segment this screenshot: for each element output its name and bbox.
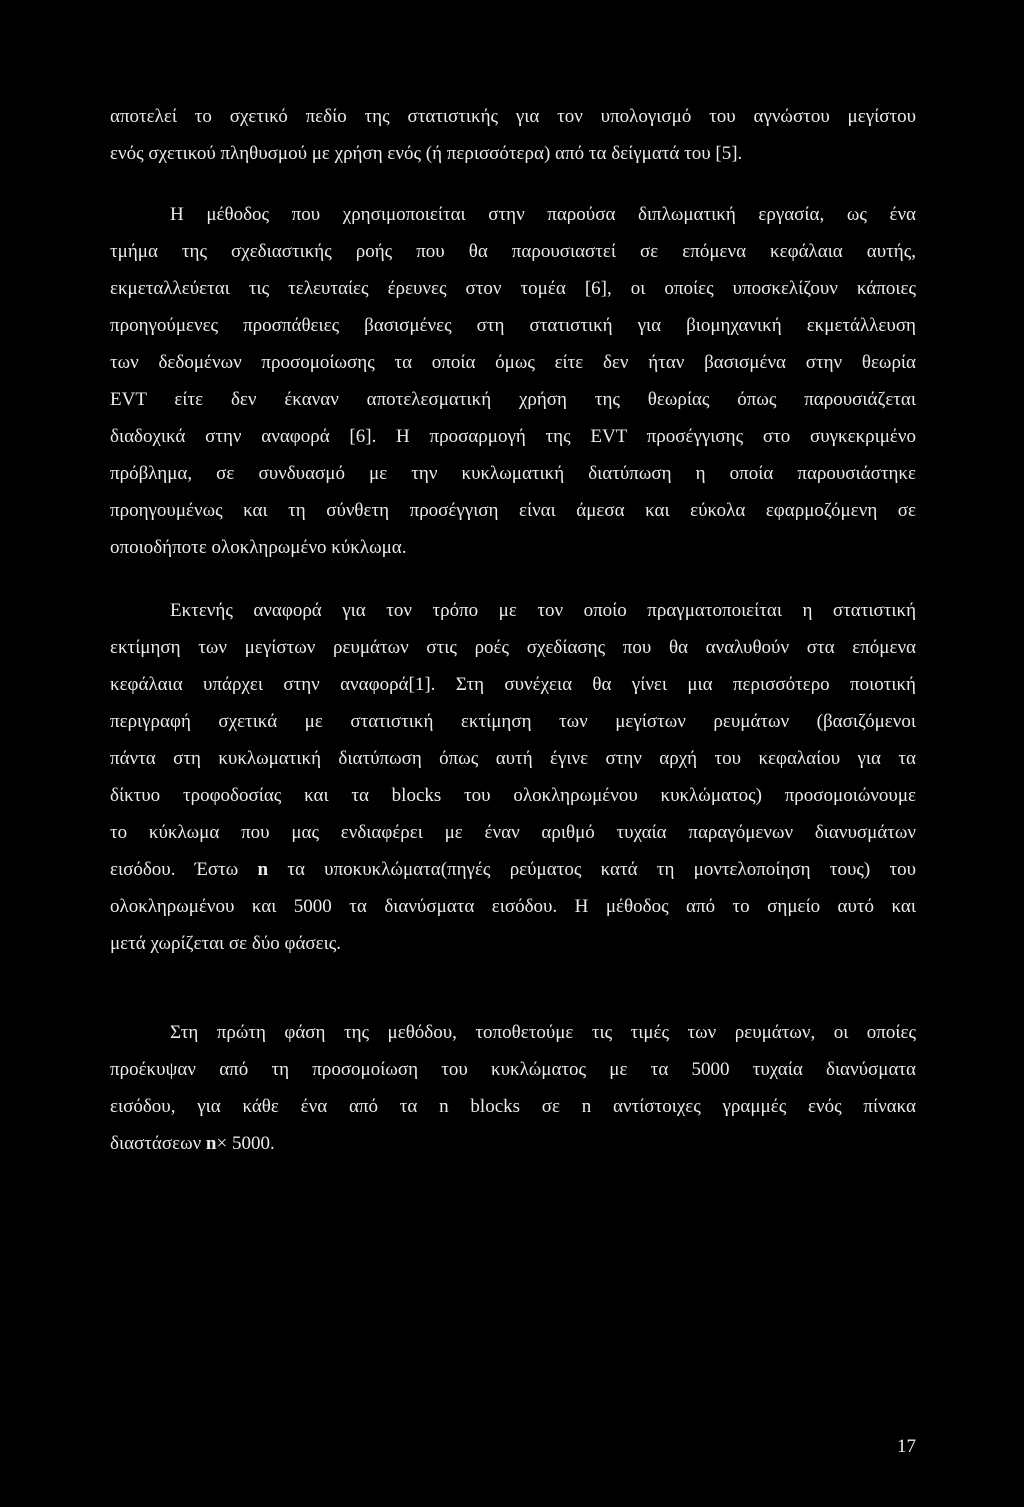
text-line: προηγουμένως και τη σύνθετη προσέγγιση είναι άμεσα και εύκολα εφαρμοζόμενη σε bbox=[110, 500, 916, 521]
text-line: προηγούμενες προσπάθειες βασισμένες στη στατιστική για βιομηχανική εκμετάλλευση bbox=[110, 315, 916, 336]
text-line: Στη πρώτη φάση της μεθόδου, τοποθετούμε τις τιμές των ρευμάτων, οι οποίες bbox=[170, 1022, 916, 1043]
text-line bbox=[110, 1125, 916, 1162]
text-line: κεφάλαια υπάρχει στην αναφορά[1]. Στη συνέχεια θα γίνει μια περισσότερο ποιοτική bbox=[110, 674, 916, 695]
text-line: τμήμα της σχεδιαστικής ροής που θα παρουσιαστεί σε επόμενα κεφάλαια αυτής, bbox=[110, 241, 916, 262]
text-line: περιγραφή σχετικά με στατιστική εκτίμηση των μεγίστων ρευμάτων (βασιζόμενοι bbox=[110, 711, 916, 732]
line-start: διαστάσεων bbox=[110, 1133, 202, 1154]
text-line: οποιοδήποτε ολοκληρωμένο κύκλωμα. bbox=[110, 537, 407, 558]
text-line: εισόδου, για κάθε ένα από τα n blocks σε n αντίστοιχες γραμμές ενός πίνακα bbox=[110, 1096, 916, 1117]
text-line: EVT είτε δεν έκαναν αποτελεσματική χρήση της θεωρίας όπως παρουσιάζεται bbox=[110, 389, 916, 410]
text-line: ολοκληρωμένου και 5000 τα διανύσματα εισόδου. Η μέθοδος από το σημείο αυτό και bbox=[110, 896, 916, 917]
line-start: εισόδου. Έστω bbox=[110, 859, 239, 880]
text-line: πάντα στη κυκλωματική διατύπωση όπως αυτή έγινε στην αρχή του κεφαλαίου για τα bbox=[110, 748, 916, 769]
text-line bbox=[110, 851, 916, 888]
text-line: διαδοχικά στην αναφορά [6]. Η προσαρμογή της EVT προσέγγισης στο συγκεκριμένο bbox=[110, 426, 916, 447]
line-rest: × 5000. bbox=[216, 1133, 275, 1154]
text-line: προέκυψαν από τη προσομοίωση του κυκλώματος με τα 5000 τυχαία διανύσματα bbox=[110, 1059, 916, 1080]
text-line: εκμεταλλεύεται τις τελευταίες έρευνες στον τομέα [6], οι οποίες υποσκελίζουν κάποιες bbox=[110, 278, 916, 299]
paragraph-4 bbox=[110, 1014, 916, 1162]
line-rest: τα υποκυκλώματα(πηγές ρεύματος κατά τη μοντελοποίηση τους) του bbox=[287, 859, 916, 880]
document-body bbox=[110, 98, 916, 1162]
text-line: των δεδομένων προσομοίωσης τα οποία όμως είτε δεν ήταν βασισμένα στην θεωρία bbox=[110, 352, 916, 373]
text-line: δίκτυο τροφοδοσίας και τα blocks του ολοκληρωμένου κυκλώματος) προσομοιώνουμε bbox=[110, 785, 916, 806]
text-line: πρόβλημα, σε συνδυασμό με την κυκλωματική διατύπωση η οποία παρουσιάστηκε bbox=[110, 463, 916, 484]
text-line: Εκτενής αναφορά για τον τρόπο με τον οποίο πραγματοποιείται η στατιστική bbox=[170, 600, 916, 621]
text-line: εκτίμηση των μεγίστων ρευμάτων στις ροές σχεδίασης που θα αναλυθούν στα επόμενα bbox=[110, 637, 916, 658]
paragraph-2 bbox=[110, 196, 916, 566]
paragraph-3 bbox=[110, 592, 916, 962]
text-line: Η μέθοδος που χρησιμοποιείται στην παρούσα διπλωματική εργασία, ως ένα bbox=[170, 204, 916, 225]
text-line: ενός σχετικού πληθυσμού με χρήση ενός (ή περισσότερα) από τα δείγματά του [5]. bbox=[110, 143, 743, 164]
variable-n: n bbox=[257, 859, 269, 880]
text-line: μετά χωρίζεται σε δύο φάσεις. bbox=[110, 933, 342, 954]
page-number: 17 bbox=[897, 1436, 916, 1457]
variable-n: n bbox=[205, 1133, 217, 1154]
text-line: το κύκλωμα που μας ενδιαφέρει με έναν αριθμό τυχαία παραγόμενων διανυσμάτων bbox=[110, 822, 916, 843]
paragraph-1 bbox=[110, 98, 916, 172]
text-line: αποτελεί το σχετικό πεδίο της στατιστικής για τον υπολογισμό του αγνώστου μεγίστου bbox=[110, 106, 916, 127]
